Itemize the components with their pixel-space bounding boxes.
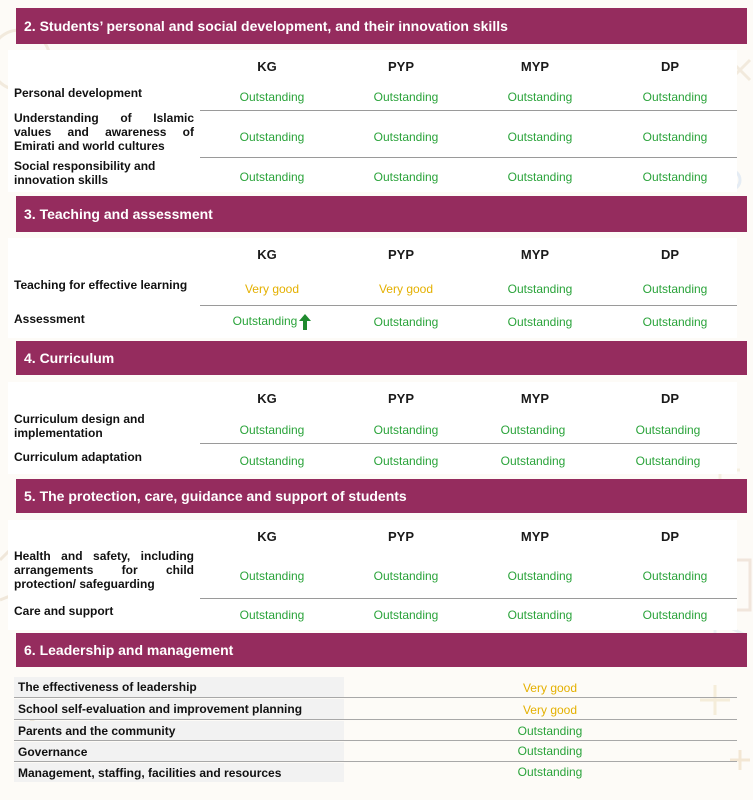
- rating-cell: Outstanding: [635, 454, 701, 468]
- row-label-assessment: Assessment: [14, 312, 194, 326]
- rating-cell: Outstanding: [507, 315, 573, 329]
- column-header-myp: MYP: [520, 529, 550, 544]
- rating-cell: Outstanding: [500, 423, 566, 437]
- row-divider: [200, 157, 737, 158]
- rating-cell: Outstanding: [373, 608, 439, 622]
- rating-cell: Outstanding: [239, 454, 305, 468]
- rating-cell: Outstanding: [642, 315, 708, 329]
- column-header-dp: DP: [660, 529, 680, 544]
- row-label-social-responsibility: Social responsibility and innovation skills: [14, 159, 194, 187]
- section-header-teaching-assessment: [16, 196, 747, 232]
- rating-cell: Outstanding: [642, 170, 708, 184]
- section-title: 5. The protection, care, guidance and support of students: [24, 488, 407, 504]
- rating-cell: Outstanding: [373, 170, 439, 184]
- column-header-myp: MYP: [520, 391, 550, 406]
- column-header-pyp: PYP: [387, 59, 414, 74]
- row-label-curriculum-design: Curriculum design and implementation: [14, 412, 194, 440]
- leadership-rating: Very good: [522, 703, 578, 717]
- column-header-pyp: PYP: [387, 247, 414, 262]
- rating-cell: Outstanding: [373, 454, 439, 468]
- row-divider: [14, 719, 737, 720]
- rating-cell: Outstanding: [239, 423, 305, 437]
- leadership-row-label: Parents and the community: [14, 721, 344, 740]
- section-title: 6. Leadership and management: [24, 642, 234, 658]
- rating-cell: Outstanding: [642, 608, 708, 622]
- rating-cell: Outstanding: [507, 170, 573, 184]
- leadership-row-label: Governance: [14, 742, 344, 761]
- column-header-kg: KG: [257, 59, 277, 74]
- rating-cell: Outstanding: [373, 90, 439, 104]
- rating-cell: Outstanding: [642, 130, 708, 144]
- rating-cell: Outstanding: [239, 170, 305, 184]
- rating-cell: Outstanding: [373, 423, 439, 437]
- column-header-pyp: PYP: [387, 529, 414, 544]
- rating-cell: Outstanding: [642, 90, 708, 104]
- rating-cell: Outstanding: [500, 454, 566, 468]
- section-title: 4. Curriculum: [24, 350, 115, 366]
- leadership-rating: Outstanding: [517, 765, 583, 779]
- row-divider: [200, 443, 737, 444]
- rating-cell: Outstanding: [635, 423, 701, 437]
- rating-cell: Outstanding: [507, 569, 573, 583]
- row-label-health-safety: Health and safety, including arrangements for child protection/ safeguarding: [14, 549, 194, 591]
- column-header-kg: KG: [257, 247, 277, 262]
- section-header-personal-development: [16, 8, 747, 44]
- row-label-curriculum-adaptation: Curriculum adaptation: [14, 450, 194, 464]
- rating-cell: Outstanding: [239, 569, 305, 583]
- section-header-leadership: [16, 633, 747, 667]
- row-label-personal-development: Personal development: [14, 86, 194, 100]
- column-header-pyp: PYP: [387, 391, 414, 406]
- row-label-care-support: Care and support: [14, 604, 194, 618]
- rating-cell: Outstanding: [239, 90, 305, 104]
- row-divider: [200, 305, 737, 306]
- column-header-myp: MYP: [520, 59, 550, 74]
- row-label-teaching: Teaching for effective learning: [14, 278, 194, 292]
- leadership-row-label: The effectiveness of leadership: [14, 677, 344, 697]
- row-label-islamic-values: Understanding of Islamic values and awareness of Emirati and world cultures: [14, 111, 194, 153]
- leadership-row-label: Management, staffing, facilities and resources: [14, 763, 344, 782]
- section-title: 3. Teaching and assessment: [24, 206, 213, 222]
- rating-cell: Outstanding: [239, 130, 305, 144]
- rating-cell: Outstanding: [642, 282, 708, 296]
- rating-cell: Outstanding: [507, 608, 573, 622]
- rating-cell: Outstanding: [507, 130, 573, 144]
- row-divider: [14, 697, 737, 698]
- column-header-myp: MYP: [520, 247, 550, 262]
- rating-cell: Very good: [244, 282, 300, 296]
- up-arrow-icon: [299, 314, 311, 330]
- row-divider: [200, 598, 737, 599]
- rating-cell: Outstanding: [507, 90, 573, 104]
- rating-cell: Outstanding: [239, 608, 305, 622]
- leadership-rating: Outstanding: [517, 744, 583, 758]
- column-header-dp: DP: [660, 391, 680, 406]
- rating-cell: Outstanding: [373, 315, 439, 329]
- column-header-kg: KG: [257, 529, 277, 544]
- section-title: 2. Students’ personal and social development, and their innovation skills: [24, 18, 508, 34]
- rating-cell: Outstanding: [642, 569, 708, 583]
- rating-cell: Outstanding: [373, 130, 439, 144]
- leadership-rating: Outstanding: [517, 724, 583, 738]
- rating-cell: Outstanding: [373, 569, 439, 583]
- leadership-rating: Very good: [522, 681, 578, 695]
- leadership-row-label: School self-evaluation and improvement planning: [14, 699, 344, 719]
- row-divider: [14, 761, 737, 762]
- column-header-dp: DP: [660, 59, 680, 74]
- rating-cell: Very good: [378, 282, 434, 296]
- section-header-curriculum: [16, 341, 747, 375]
- section-header-protection-care: [16, 479, 747, 513]
- column-header-dp: DP: [660, 247, 680, 262]
- column-header-kg: KG: [257, 391, 277, 406]
- rating-cell: Outstanding: [507, 282, 573, 296]
- row-divider: [200, 110, 737, 111]
- rating-cell-improved: Outstanding: [207, 314, 337, 330]
- row-divider: [14, 740, 737, 741]
